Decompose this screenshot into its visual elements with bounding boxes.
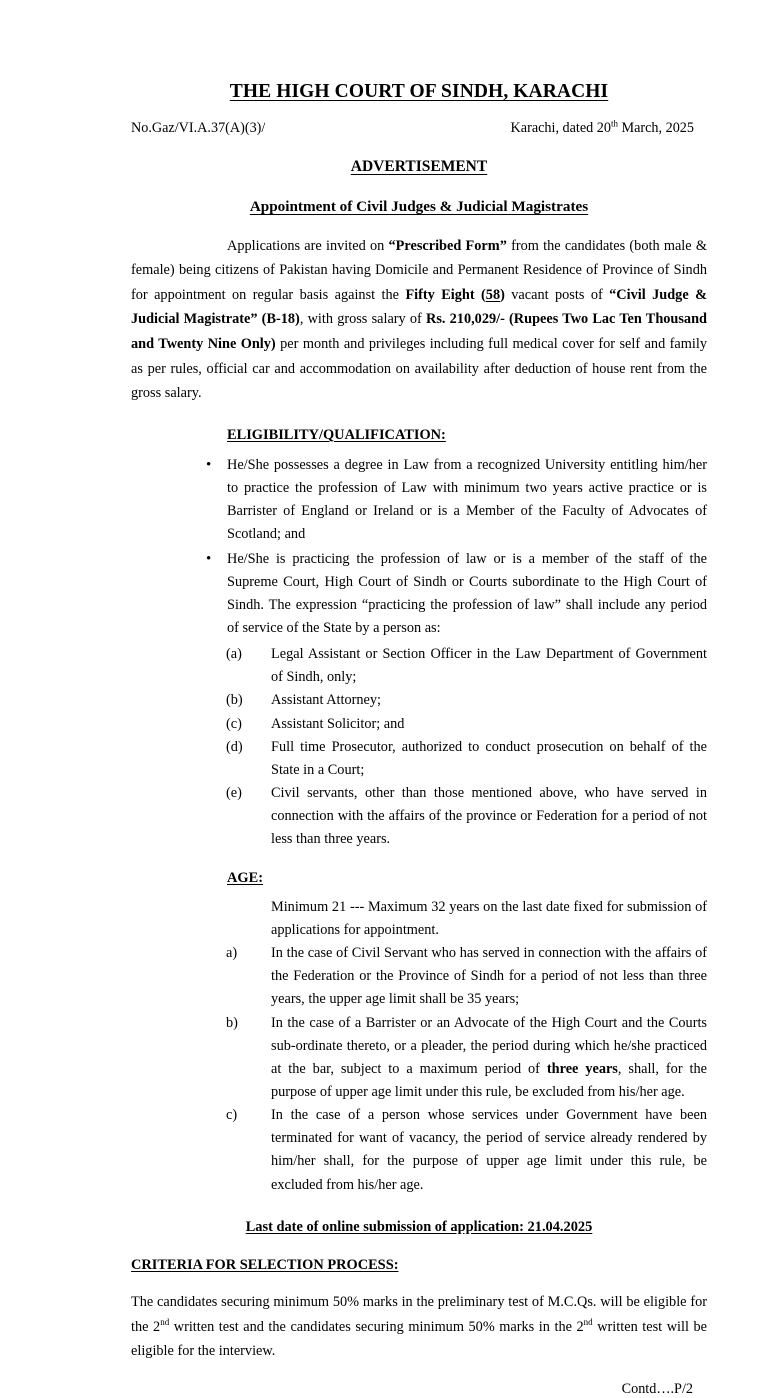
sub-item-text: Assistant Solicitor; and xyxy=(271,715,405,732)
post-designation: “Civil Judge & Judicial Magistrate” (B-18) xyxy=(131,286,707,328)
criteria-text-3: written test will be eligible for the interview. xyxy=(131,1318,707,1360)
reference-date-row xyxy=(131,119,707,137)
age-item-label: b) xyxy=(226,1014,238,1031)
age-item-text xyxy=(271,1012,707,1105)
age-item-text: In the case of Civil Servant who has served in connection with the affairs of the Federation or the Province of Sindh for a period of not less than three years, the upper age limit shall be 35 years; xyxy=(271,945,707,1008)
intro-paragraph xyxy=(131,234,707,406)
three-years-emphasis: three years xyxy=(546,1060,618,1077)
sub-item-label: (e) xyxy=(226,785,242,802)
sub-item-label: (a) xyxy=(226,646,242,663)
eligibility-sub-list xyxy=(131,643,707,851)
age-item-b-text-2: , shall, for the purpose of upper age limit under this rule, be excluded from his/her age. xyxy=(271,1060,707,1100)
sub-item-text: Full time Prosecutor, authorized to conduct prosecution on behalf of the State in a Court; xyxy=(271,738,707,778)
prescribed-form-emphasis: “Prescribed Form” xyxy=(388,237,507,254)
criteria-text-1: The candidates securing minimum 50% marks in the preliminary test of M.C.Qs. will be eligible for the 2 xyxy=(131,1294,707,1335)
age-item-label: a) xyxy=(226,945,238,962)
age-heading-label: AGE xyxy=(227,869,259,886)
sub-item-label: (b) xyxy=(226,692,243,709)
age-list xyxy=(131,896,707,1197)
list-item: • He/She possesses a degree in Law from a recognized University entitling him/her to practice the profession of Law with minimum two years active practice or is Barrister of England or Ireland or is a Member of the Faculty of Advocates of Scotland; and xyxy=(131,454,707,547)
intro-text-4: , with gross salary of xyxy=(299,311,426,328)
intro-text-1: Applications are invited on xyxy=(227,237,389,254)
intro-text-3: vacant posts of xyxy=(504,286,610,303)
intro-text-2: from the candidates (both male & female) being citizens of Pakistan having Domicile and Permanent Residence of Province of Sindh for appointment on regular basis against the xyxy=(131,237,707,303)
sub-item-text: Legal Assistant or Section Officer in the Law Department of Government of Sindh, only; xyxy=(271,646,707,686)
ordinal-suffix: nd xyxy=(160,1317,170,1328)
list-item xyxy=(131,1012,707,1105)
date-ordinal-suffix: th xyxy=(611,118,618,129)
age-item-b-text-1: In the case of a Barrister or an Advocate of the High Court and the Courts sub-ordinate thereto, or a pleader, the period during which he/she practiced at the bar, subject to a maximum period of xyxy=(271,1014,707,1077)
last-date-notice: Last date of online submission of application: 21.04.2025 xyxy=(245,1218,593,1235)
intro-text-5: per month and privileges including full medical cover for self and family as per rules, official car and accommodation on availability after deduction of house rent from the gross salary. xyxy=(131,336,707,402)
vacancy-count-prefix: Fifty Eight ( xyxy=(405,286,486,303)
document-content xyxy=(131,0,707,1398)
sub-item-text: Assistant Attorney; xyxy=(271,692,382,709)
list-item xyxy=(131,643,707,689)
age-heading-colon: : xyxy=(258,869,263,886)
advertisement-heading: ADVERTISEMENT xyxy=(350,157,488,175)
list-item xyxy=(131,942,707,1011)
criteria-paragraph xyxy=(131,1290,707,1364)
age-intro-item xyxy=(131,896,707,942)
list-item xyxy=(131,782,707,851)
criteria-heading: CRITERIA FOR SELECTION PROCESS: xyxy=(131,1257,399,1274)
vacancy-count-suffix: ) xyxy=(500,286,505,303)
vacancy-count-number: 58 xyxy=(485,286,501,303)
continuation-marker: Contd….P/2 xyxy=(621,1380,693,1397)
age-heading xyxy=(227,868,707,888)
post-heading: Appointment of Civil Judges & Judicial Magistrates xyxy=(249,198,589,216)
age-item-label: c) xyxy=(226,1107,238,1124)
reference-number: No.Gaz/VI.A.37(A)(3)/ xyxy=(131,120,266,137)
list-item xyxy=(131,713,707,736)
date-prefix: Karachi, dated 20 xyxy=(510,120,611,137)
list-item xyxy=(131,689,707,712)
place-and-date xyxy=(511,119,694,137)
list-item xyxy=(131,736,707,782)
page-title: THE HIGH COURT OF SINDH, KARACHI xyxy=(229,81,609,102)
criteria-text-2: written test and the candidates securing minimum 50% marks in the 2 xyxy=(169,1318,584,1335)
gross-salary: Rs. 210,029/- (Rupees Two Lac Ten Thousand and Twenty Nine Only) xyxy=(131,311,707,353)
age-item-text: In the case of a person whose services under Government have been terminated for want of vacancy, the period of service already rendered by him/her shall, for the purpose of upper age limit under this rule, be excluded from his/her age. xyxy=(271,1107,707,1193)
sub-item-label: (c) xyxy=(226,715,242,732)
eligibility-bullet-list xyxy=(131,454,707,640)
list-item: • He/She is practicing the profession of law or is a member of the staff of the Supreme Court, High Court of Sindh or Courts subordinate to the High Court of Sindh. The expression “practicing the profession of law” shall include any period of service of the State by a person as: xyxy=(131,548,707,641)
sub-item-label: (d) xyxy=(226,738,243,755)
date-suffix: March, 2025 xyxy=(617,120,694,137)
sub-item-text: Civil servants, other than those mentioned above, who have served in connection with the affairs of the province or Federation for a period of not less than three years. xyxy=(271,785,707,848)
age-intro-text: Minimum 21 --- Maximum 32 years on the last date fixed for submission of applications for appointment. xyxy=(271,898,707,938)
eligibility-heading: ELIGIBILITY/QUALIFICATION: xyxy=(227,426,446,443)
ordinal-suffix: nd xyxy=(583,1317,593,1328)
list-item xyxy=(131,1104,707,1197)
